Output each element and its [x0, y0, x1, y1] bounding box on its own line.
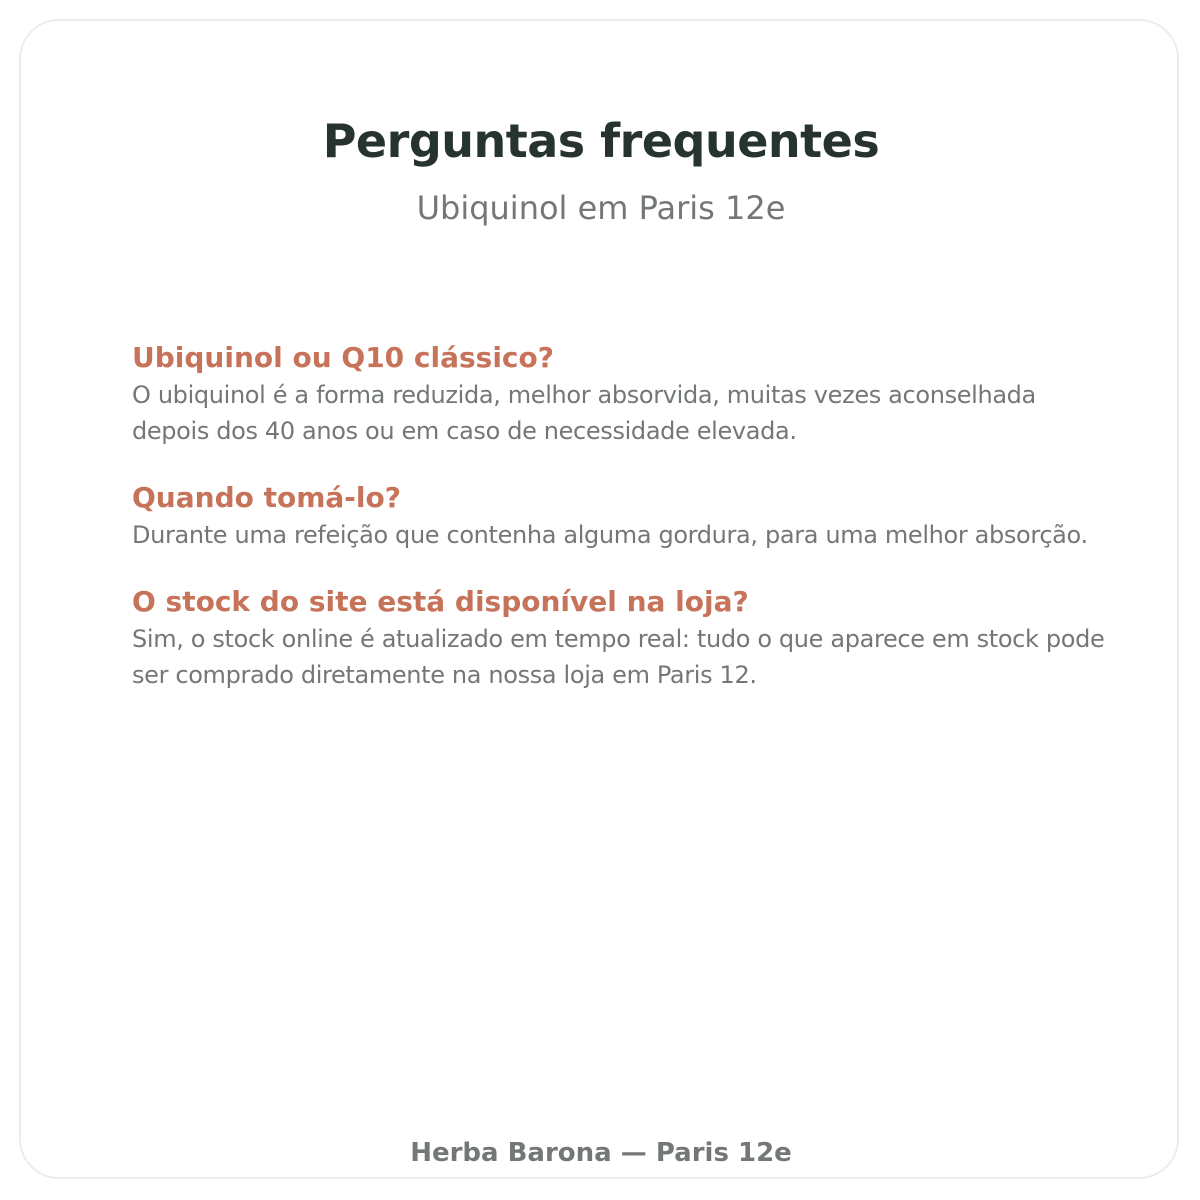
faq-list [132, 339, 1112, 723]
faq-answer: O ubiquinol é a forma reduzida, melhor absorvida, muitas vezes aconselhada depois dos 40 anos ou em caso de necessidade elevada. [132, 381, 1036, 445]
faq-question: Ubiquinol ou Q10 clássico? [132, 341, 554, 374]
faq-item [132, 583, 1112, 693]
faq-item [132, 479, 1112, 553]
faq-question: Quando tomá-lo? [132, 481, 401, 514]
footer-store-name: Herba Barona — Paris 12e [410, 1138, 792, 1168]
page-subtitle: Ubiquinol em Paris 12e [416, 189, 786, 227]
faq-answer: Sim, o stock online é atualizado em tempo real: tudo o que aparece em stock pode ser comprado diretamente na nossa loja em Paris 12. [132, 625, 1105, 689]
faq-item [132, 339, 1112, 449]
page-title: Perguntas frequentes [322, 114, 880, 168]
faq-answer: Durante uma refeição que contenha alguma gordura, para uma melhor absorção. [132, 521, 1088, 549]
faq-card [19, 19, 1179, 1179]
faq-question: O stock do site está disponível na loja? [132, 585, 749, 618]
